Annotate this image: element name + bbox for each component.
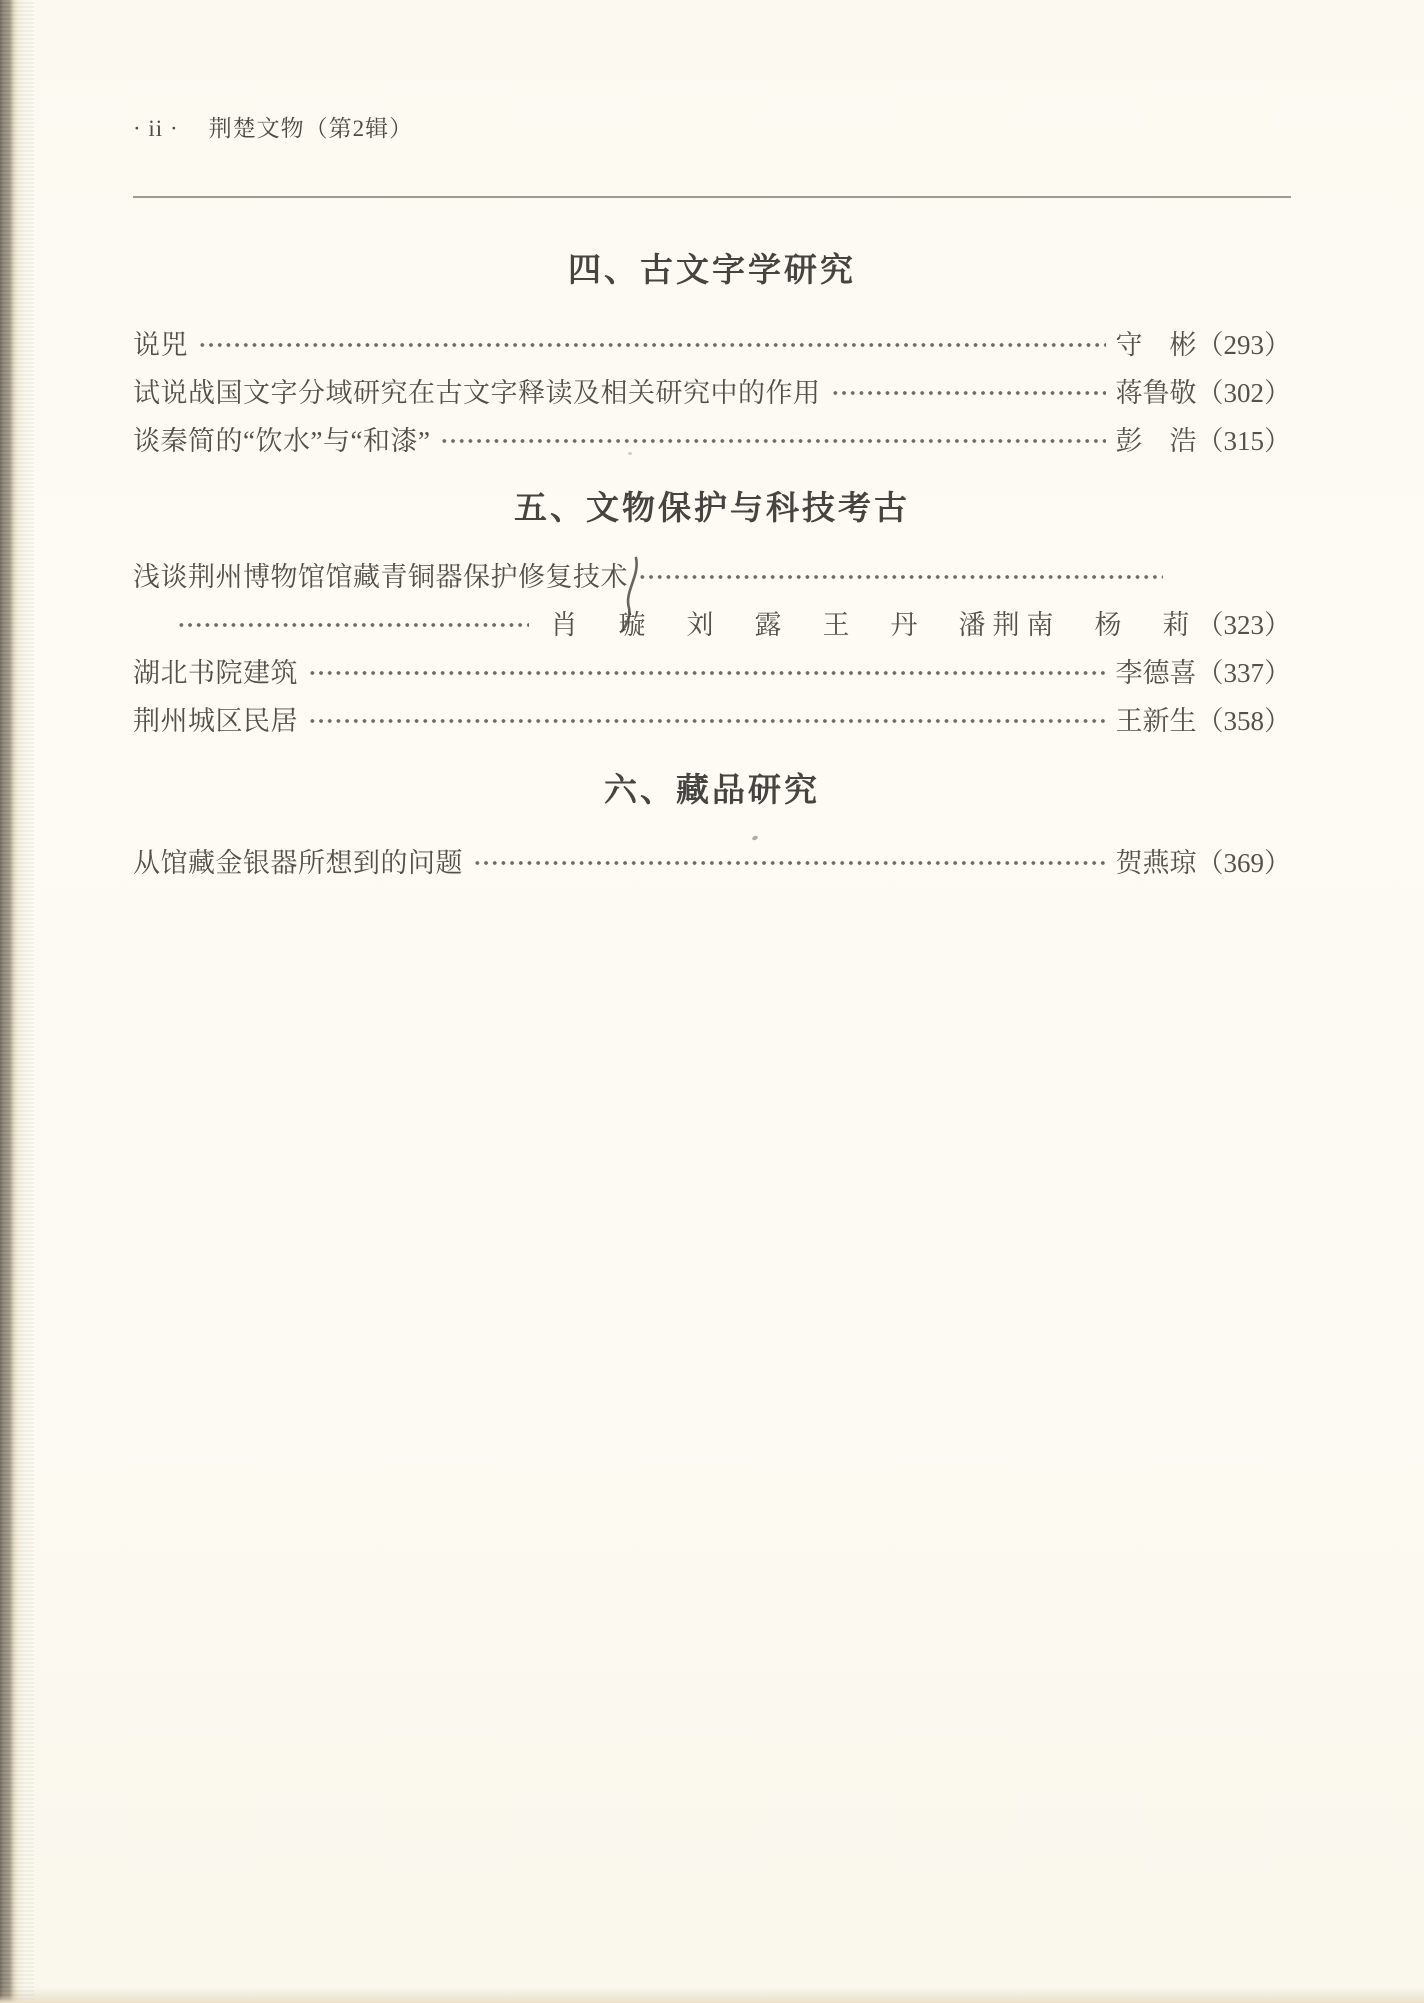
- entry-page-number: （358）: [1196, 705, 1291, 736]
- entry-page-number: （323）: [1196, 609, 1291, 640]
- entry-title: 湖北书院建筑: [133, 657, 298, 688]
- header-rule: [133, 196, 1291, 198]
- dot-leader: [175, 598, 529, 646]
- page-content: [0, 0, 1424, 884]
- running-header: [133, 0, 1291, 145]
- page-bottom-edge: [0, 1987, 1424, 2003]
- toc-section-5: [133, 550, 1291, 742]
- toc-entry: [133, 646, 1291, 694]
- page-number-marker: · ii ·: [133, 116, 179, 141]
- toc-section-4: [133, 318, 1291, 462]
- entry-author: 贺燕琼: [1115, 847, 1197, 878]
- entry-author: 李德喜: [1115, 657, 1197, 688]
- toc-entry: [133, 366, 1291, 414]
- entry-title: 浅谈荆州博物馆馆藏青铜器保护修复技术: [133, 561, 628, 592]
- section-heading-paleography: 四、古文字学研究: [568, 251, 856, 288]
- book-title: 荆楚文物（第2辑）: [208, 116, 414, 141]
- entry-page-number: （302）: [1196, 377, 1291, 408]
- dot-leader: [438, 414, 1105, 462]
- entry-page-number: （337）: [1196, 657, 1291, 688]
- section-heading-collections: 六、藏品研究: [604, 771, 820, 808]
- entry-author: 守 彬: [1115, 329, 1197, 360]
- entry-page-number: （293）: [1196, 329, 1291, 360]
- entry-page-number: （315）: [1196, 425, 1291, 456]
- dot-leader: [829, 366, 1106, 414]
- dot-leader: [196, 318, 1106, 366]
- toc-entry: [133, 836, 1291, 884]
- entry-author: 彭 浩: [1115, 425, 1197, 456]
- entry-page-number: （369）: [1196, 847, 1291, 878]
- toc-section-6: [133, 836, 1291, 884]
- entry-title: 说兕: [133, 329, 188, 360]
- toc-entry-line-1: [133, 550, 1291, 598]
- dot-leader: [471, 836, 1106, 884]
- toc-entry: [133, 694, 1291, 742]
- toc-entry-line-2: [133, 598, 1291, 646]
- section-heading-conservation: 五、文物保护与科技考古: [514, 489, 910, 526]
- dot-leader: [306, 694, 1106, 742]
- entry-title: 从馆藏金银器所想到的问题: [133, 847, 463, 878]
- toc-entry: [133, 318, 1291, 366]
- entry-author: 蒋鲁敬: [1115, 377, 1197, 408]
- entry-title: 试说战国文字分域研究在古文字释读及相关研究中的作用: [133, 377, 821, 408]
- dot-leader: [306, 646, 1106, 694]
- entry-title: 荆州城区民居: [133, 705, 298, 736]
- dot-leader: [636, 550, 1163, 598]
- entry-authors: 肖 璇 刘 露 王 丹 潘荆南 杨 莉: [550, 609, 1197, 640]
- scan-speck: [628, 452, 632, 455]
- toc-entry: [133, 414, 1291, 462]
- entry-author: 王新生: [1115, 705, 1197, 736]
- entry-title: 谈秦简的“饮水”与“和漆”: [133, 425, 431, 456]
